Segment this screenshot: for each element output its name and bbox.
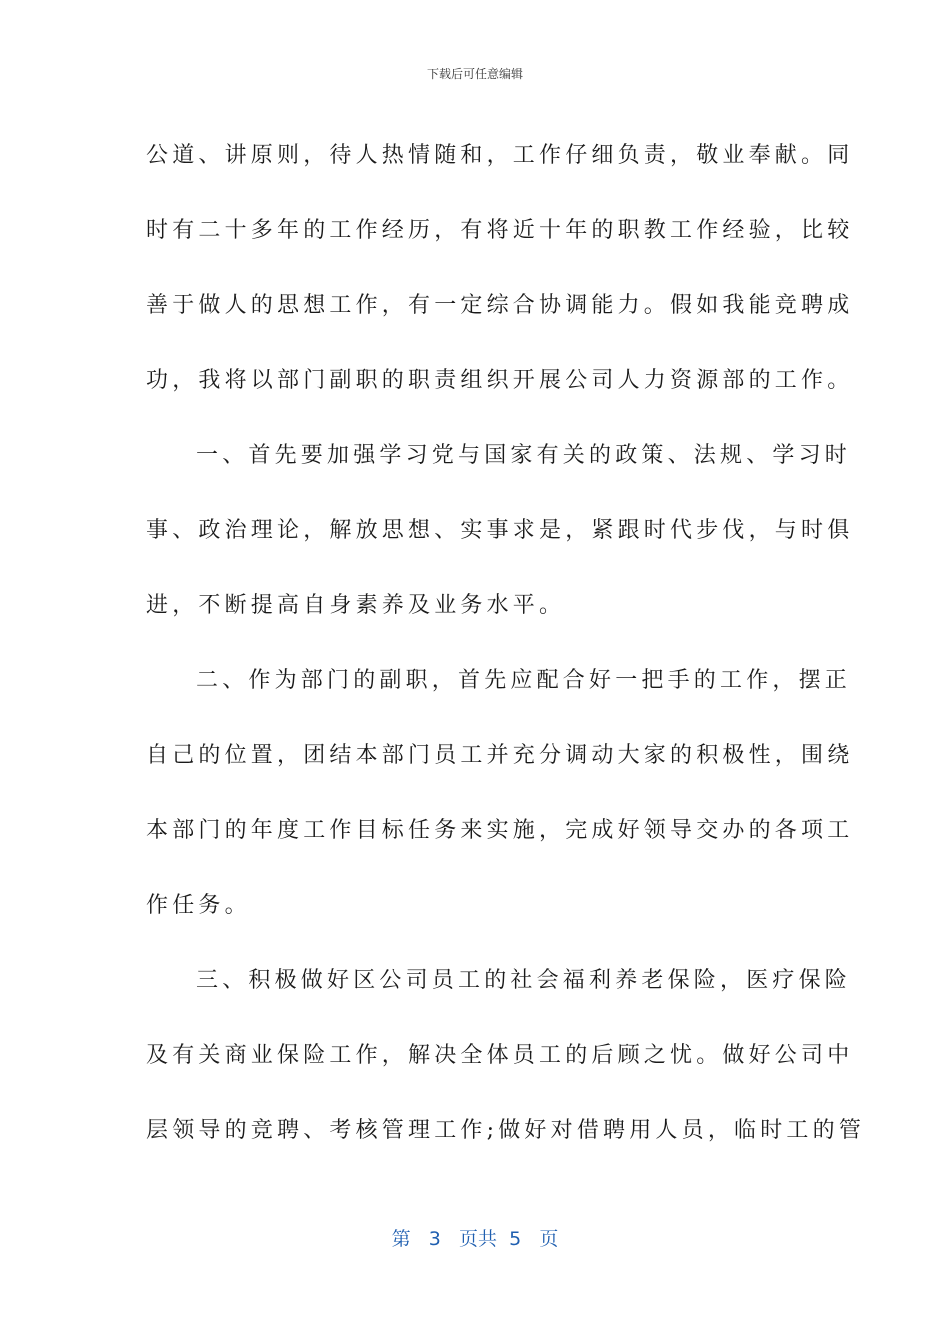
paragraph-line: 作任务。: [146, 893, 251, 918]
page-header-note: 下载后可任意编辑: [426, 67, 523, 81]
paragraph-line: 时有二十多年的工作经历，有将近十年的职教工作经验，比较: [146, 218, 854, 243]
paragraph-line: 自己的位置，团结本部门员工并充分调动大家的积极性，围绕: [146, 743, 854, 768]
paragraph-line: 三、积极做好区公司员工的社会福利养老保险，医疗保险: [196, 968, 852, 993]
paragraph-line: 一、首先要加强学习党与国家有关的政策、法规、学习时: [196, 443, 852, 468]
footer-prefix: 第: [391, 1228, 411, 1250]
paragraph-line: 本部门的年度工作目标任务来实施，完成好领导交办的各项工: [146, 818, 854, 843]
paragraph-line: 事、政治理论，解放思想、实事求是，紧跟时代步伐，与时俱: [146, 518, 854, 543]
paragraph-line: 层领导的竞聘、考核管理工作;做好对借聘用人员，临时工的管: [146, 1118, 866, 1143]
paragraph-line: 二、作为部门的副职，首先应配合好一把手的工作，摆正: [196, 668, 852, 693]
page-number-footer: [0, 1226, 950, 1252]
total-pages-number: 5: [509, 1228, 522, 1250]
footer-suffix: 页: [539, 1228, 559, 1250]
document-body: [146, 118, 866, 1168]
paragraph-line: 功，我将以部门副职的职责组织开展公司人力资源部的工作。: [146, 368, 854, 393]
footer-middle: 页共: [459, 1228, 498, 1250]
paragraph-line: 进，不断提高自身素养及业务水平。: [146, 593, 566, 618]
paragraph-line: 及有关商业保险工作，解决全体员工的后顾之忧。做好公司中: [146, 1043, 854, 1068]
paragraph-line: 善于做人的思想工作，有一定综合协调能力。假如我能竞聘成: [146, 293, 854, 318]
current-page-number: 3: [428, 1228, 441, 1250]
paragraph-line: 公道、讲原则，待人热情随和，工作仔细负责，敬业奉献。同: [146, 143, 854, 168]
